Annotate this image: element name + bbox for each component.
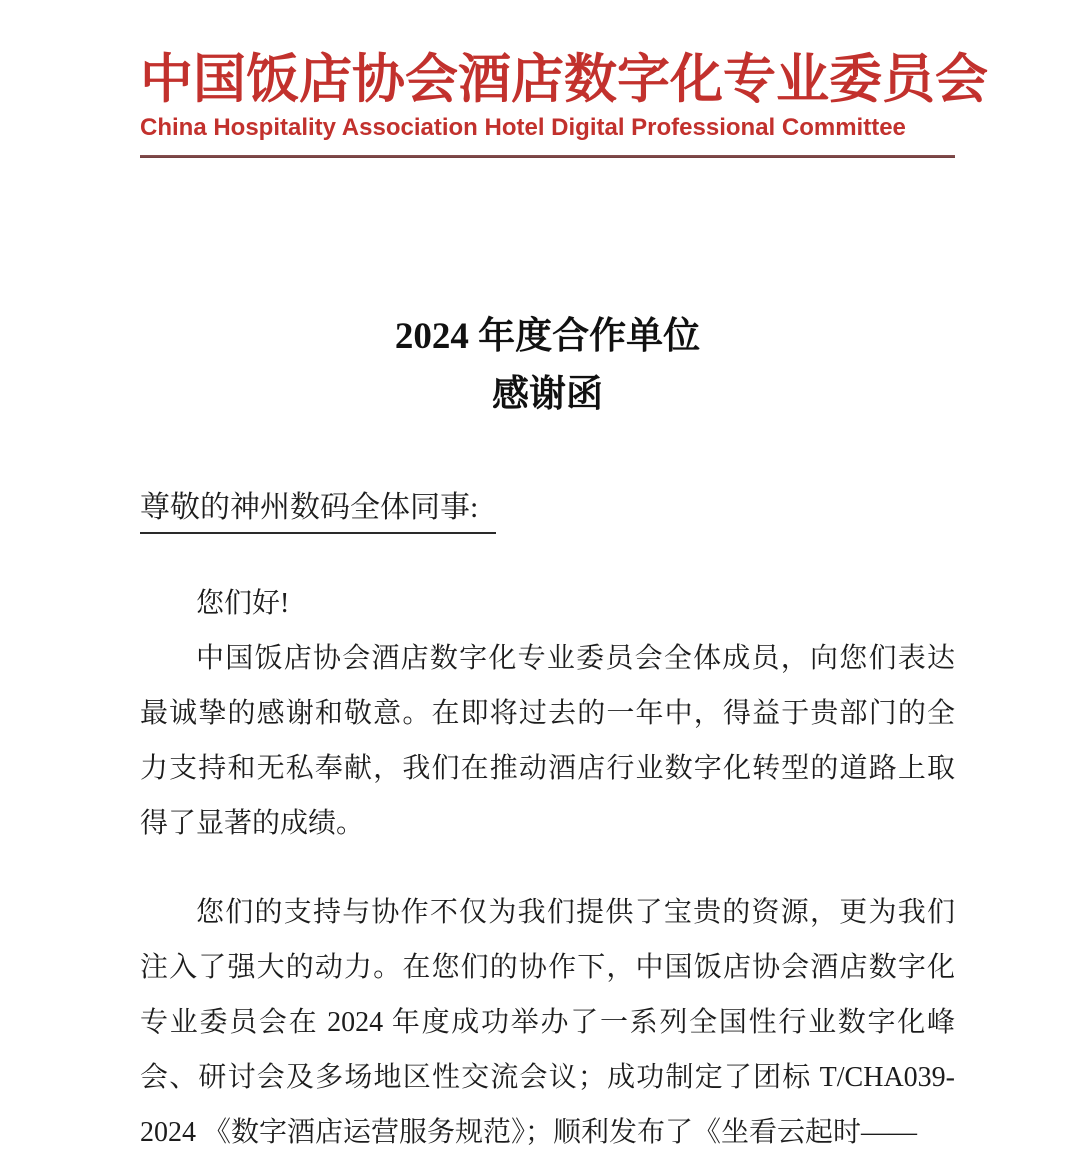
letterhead — [140, 50, 988, 158]
body-line: 您们好! — [196, 587, 290, 619]
salutation: 尊敬的神州数码全体同事: — [140, 490, 496, 534]
letterhead-divider — [140, 155, 955, 158]
body-line: 中国饭店协会酒店数字化专业委员会全体成员，向您们表达 — [196, 642, 955, 674]
document-title — [140, 308, 955, 424]
letter-body — [140, 576, 955, 1160]
organization-name-english: China Hospitality Association Hotel Digital Professional Committee — [140, 113, 906, 141]
body-line: 专业委员会在 2024 年度成功举办了一系列全国性行业数字化峰 — [140, 1006, 955, 1038]
body-line: 最诚挚的感谢和敬意。在即将过去的一年中，得益于贵部门的全 — [140, 697, 955, 729]
organization-name-chinese: 中国饭店协会酒店数字化专业委员会 — [140, 51, 988, 109]
body-line: 注入了强大的动力。在您们的协作下，中国饭店协会酒店数字化 — [140, 951, 955, 983]
body-line: 力支持和无私奉献，我们在推动酒店行业数字化转型的道路上取 — [140, 752, 955, 784]
paragraph — [140, 576, 955, 631]
body-line: 会、研讨会及多场地区性交流会议；成功制定了团标 T/CHA039- — [140, 1061, 955, 1093]
body-line: 您们的支持与协作不仅为我们提供了宝贵的资源，更为我们 — [196, 896, 955, 928]
body-line: 得了显著的成绩。 — [140, 807, 365, 839]
body-line: 2024 《数字酒店运营服务规范》；顺利发布了《坐看云起时—— — [140, 1116, 918, 1148]
document-title-line2: 感谢函 — [492, 373, 603, 415]
paragraph — [140, 631, 955, 851]
document-title-line1: 2024 年度合作单位 — [394, 315, 701, 357]
paragraph — [140, 885, 955, 1160]
salutation-row — [140, 490, 955, 534]
paragraph-break — [140, 851, 955, 885]
